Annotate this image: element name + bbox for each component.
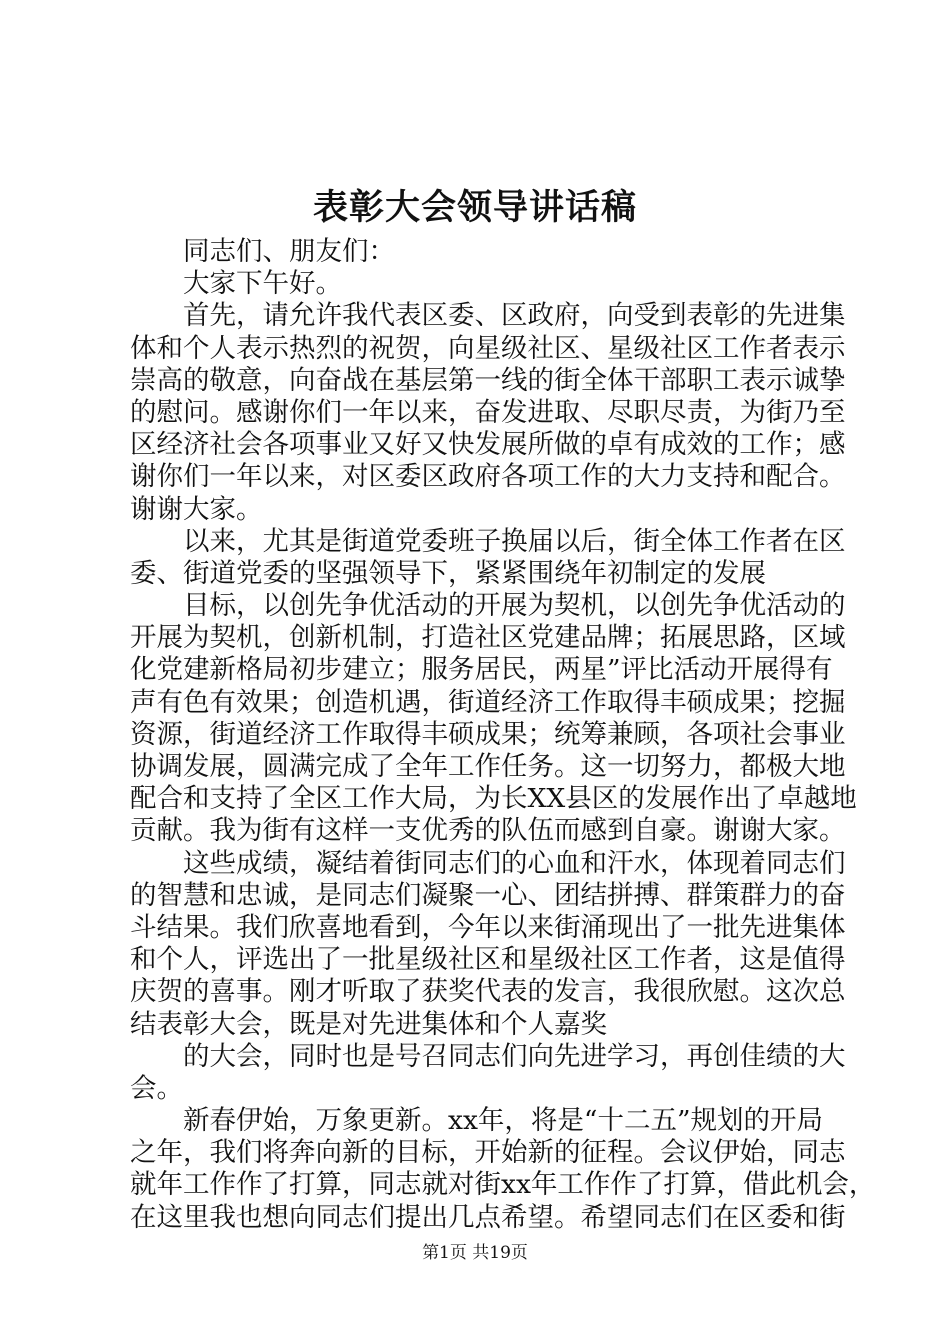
body-text-line: 协调发展，圆满完成了全年工作任务。这一切努力，都极大地 bbox=[130, 751, 846, 782]
document-body bbox=[130, 236, 876, 1234]
body-text-line: 这些成绩，凝结着街同志们的心血和汗水，体现着同志们 bbox=[183, 847, 846, 879]
body-text-line: 的智慧和忠诚，是同志们凝聚一心、团结拼搏、群策群力的奋 bbox=[130, 879, 846, 911]
body-text-line: 谢你们一年以来，对区委区政府各项工作的大力支持和配合。 bbox=[130, 461, 846, 493]
body-text-line: 结表彰大会，既是对先进集体和个人嘉奖 bbox=[130, 1008, 607, 1040]
body-text-line: 区经济社会各项事业又好又快发展所做的卓有成效的工作；感 bbox=[130, 429, 846, 461]
body-text-line: 的大会，同时也是号召同志们向先进学习，再创佳绩的大 bbox=[183, 1040, 846, 1072]
body-text-line: 体和个人表示热烈的祝贺，向星级社区、星级社区工作者表示 bbox=[130, 332, 846, 364]
document-title: 表彰大会领导讲话稿 bbox=[312, 187, 637, 228]
body-text-line: 声有色有效果；创造机遇，街道经济工作取得丰硕成果；挖掘 bbox=[130, 686, 846, 718]
body-text-line: 贡献。我为街有这样一支优秀的队伍而感到自豪。谢谢大家。 bbox=[130, 815, 846, 847]
body-text-line: 谢谢大家。 bbox=[130, 493, 263, 525]
body-text-line: 的慰问。感谢你们一年以来，奋发进取、尽职尽责，为街乃至 bbox=[130, 396, 846, 428]
body-text-line: 之年，我们将奔向新的目标，开始新的征程。会议伊始，同志 bbox=[130, 1137, 846, 1169]
body-text-line: 就年工作作了打算，同志就对街xx年工作作了打算，借此机会， bbox=[130, 1169, 876, 1201]
body-text-line: 会。 bbox=[130, 1072, 183, 1104]
body-text-line: 首先，请允许我代表区委、区政府，向受到表彰的先进集 bbox=[183, 300, 846, 332]
body-text-line: 同志们、朋友们： bbox=[183, 236, 395, 267]
body-text-line: 目标，以创先争优活动的开展为契机，以创先争优活动的 bbox=[183, 590, 846, 622]
body-text-line: 资源，街道经济工作取得丰硕成果；统筹兼顾，各项社会事业 bbox=[130, 718, 846, 750]
body-text-line: 斗结果。我们欣喜地看到，今年以来街涌现出了一批先进集体 bbox=[130, 911, 846, 943]
body-text-line: 在这里我也想向同志们提出几点希望。希望同志们在区委和街 bbox=[130, 1201, 846, 1233]
body-text-line: 庆贺的喜事。刚才听取了获奖代表的发言，我很欣慰。这次总 bbox=[130, 976, 846, 1008]
body-text-line: 开展为契机，创新机制，打造社区党建品牌；拓展思路，区域 bbox=[130, 622, 846, 654]
body-text-line: 委、街道党委的坚强领导下，紧紧围绕年初制定的发展 bbox=[130, 557, 766, 589]
body-text-line: 新春伊始，万象更新。xx年，将是“十二五”规划的开局 bbox=[183, 1105, 823, 1137]
body-text-line: 崇高的敬意，向奋战在基层第一线的街全体干部职工表示诚挚 bbox=[130, 364, 846, 396]
body-text-line: 化党建新格局初步建立；服务居民，两星”评比活动开展得有 bbox=[130, 654, 833, 686]
body-text-line: 配合和支持了全区工作大局，为长XX县区的发展作出了卓越地 bbox=[130, 783, 857, 815]
body-text-line: 大家下午好。 bbox=[183, 268, 342, 300]
body-text-line: 和个人，评选出了一批星级社区和星级社区工作者，这是值得 bbox=[130, 944, 846, 976]
page-number-footer: 第1页 共19页 bbox=[422, 1243, 528, 1263]
body-text-line: 以来，尤其是街道党委班子换届以后，街全体工作者在区 bbox=[183, 525, 846, 557]
